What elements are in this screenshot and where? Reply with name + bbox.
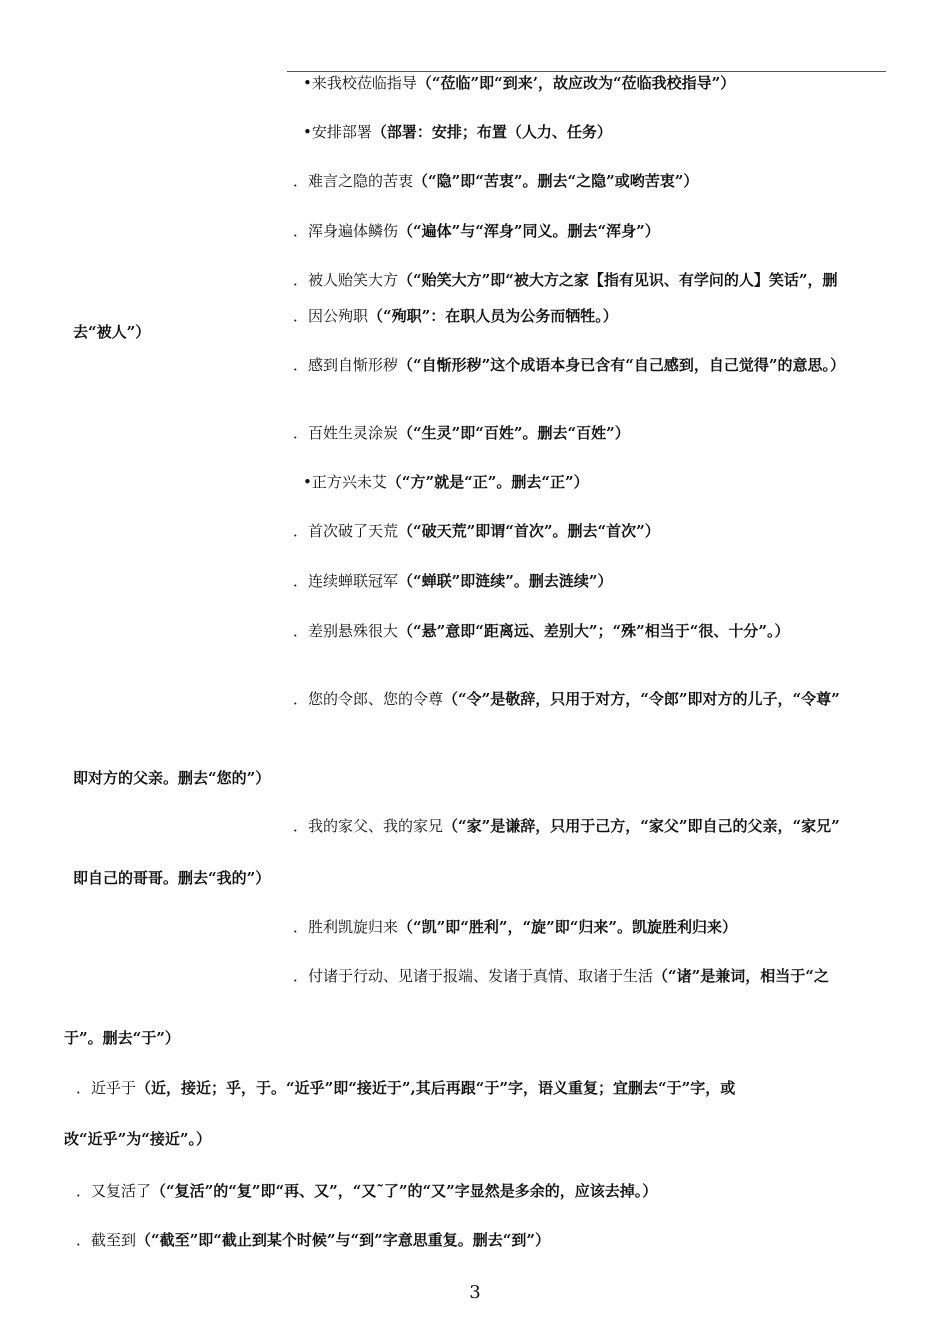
entry-note: （“凯”即“胜利”，“旋”即“归来”。凯旋胜利归来）: [398, 918, 738, 936]
entry-2: [303, 122, 886, 142]
entry-term: •正方兴未艾: [303, 473, 387, 491]
entry-note: （“复活”的“复”即“再、又”，“又˜了”的“又”字显然是多余的，应该去掉。）: [151, 1182, 658, 1200]
entry-term: ．感到自惭形秽: [293, 356, 399, 374]
entry-14: [293, 816, 886, 836]
entry-term: ．被人贻笑大方: [293, 271, 399, 289]
entry-note: （“家”是谦辞，只用于己方，“家父”即自己的父亲，“家兄”: [443, 817, 840, 835]
entry-7: [293, 355, 886, 375]
entry-note: （“生灵”即“百姓”。删去“百姓”）: [398, 424, 630, 442]
entry-note: （“悬”意即“距离远、差别大”；“殊”相当于“很、十分”。）: [398, 622, 790, 640]
side-note-2: 即对方的父亲。删去“您的”）: [73, 769, 271, 787]
entry-note: （部署：安排；布置（人力、任务）: [371, 123, 612, 141]
entry-term: ．近乎于: [76, 1079, 137, 1097]
entry-note: （“遍体”与“浑身”同义。删去“浑身”）: [398, 222, 660, 240]
entry-17: [76, 1078, 896, 1098]
page-number: 3: [469, 1282, 481, 1303]
entry-13: [293, 689, 886, 709]
entry-term: ．胜利凯旋归来: [293, 918, 399, 936]
entry-term: ．首次破了天荒: [293, 522, 399, 540]
entry-18: [76, 1181, 896, 1201]
entry-term: ．因公殉职: [293, 307, 369, 325]
entry-11: [293, 571, 886, 591]
entry-3: [293, 171, 886, 191]
entry-note: （“令”是敬辞，只用于对方，“令郎”即对方的儿子，“令尊”: [443, 690, 840, 708]
entry-12: [293, 621, 886, 641]
entry-10: [293, 521, 886, 541]
entry-term: ．我的家父、我的家兄: [293, 817, 444, 835]
header-rule: [287, 71, 886, 72]
entry-15: [293, 917, 886, 937]
entry-note: （“莅临”即“到来’，故应改为“莅临我校指导”）: [416, 74, 736, 92]
side-note-3: 即自己的哥哥。删去“我的”）: [73, 869, 271, 887]
entry-term: ．截至到: [76, 1231, 137, 1249]
entry-8: [293, 423, 886, 443]
entry-term: ．付诸于行动、见诸于报端、发诸于真情、取诸于生活: [293, 967, 654, 985]
entry-term: ．百姓生灵涂炭: [293, 424, 399, 442]
entry-note: （“隐”即“苦衷”。删去“之隐”或哟苦衷”）: [413, 172, 699, 190]
entry-19: [76, 1230, 896, 1250]
entry-term: •安排部署: [303, 123, 372, 141]
entry-16-cont: [64, 1028, 886, 1048]
entry-note: （“破天荒”即谓“首次”。删去“首次”）: [398, 522, 660, 540]
entry-term: ．您的令郎、您的令尊: [293, 690, 444, 708]
entry-note: 于”。删去“于”）: [64, 1029, 180, 1047]
entry-note: （“贻笑大方”即“被大方之家【指有见识、有学问的人】笑话”，删: [398, 271, 838, 289]
entry-1: [303, 73, 886, 93]
entry-term: ．又复活了: [76, 1182, 152, 1200]
entry-term: ．浑身遍体鳞伤: [293, 222, 399, 240]
entry-note: （“自惭形秽”这个成语本身已含有“自己感到，自己觉得”的意思。）: [398, 356, 846, 374]
entry-note: 改“近乎”为“接近”。）: [64, 1130, 212, 1148]
entry-9: [303, 472, 886, 492]
entry-5: [293, 270, 886, 290]
entry-term: ．差别悬殊很大: [293, 622, 399, 640]
entry-16: [293, 966, 886, 986]
entry-6: [293, 306, 886, 326]
side-note-1: 去“被人”）: [73, 323, 151, 341]
entry-note: （“截至”即“截止到某个时候”与“到”字意思重复。删去“到”）: [136, 1231, 551, 1249]
entry-note: （“蝉联”即涟续”。删去涟续”）: [398, 572, 613, 590]
entry-term: •来我校莅临指导: [303, 74, 417, 92]
entry-note: （“诸”是兼词，相当于“之: [653, 967, 829, 985]
entry-note: （“殉职”：在职人员为公务而牺牲。）: [368, 307, 618, 325]
entry-4: [293, 221, 886, 241]
entry-note: （近，接近；乎，于。“近乎”即“接近于”,其后再跟“于”字，语义重复；宜删去“于”字，或: [136, 1079, 736, 1097]
entry-17-cont: [64, 1129, 886, 1149]
entry-term: ．连续蝉联冠军: [293, 572, 399, 590]
entry-term: ．难言之隐的苦衷: [293, 172, 414, 190]
entry-note: （“方”就是“正”。删去“正”）: [386, 473, 589, 491]
